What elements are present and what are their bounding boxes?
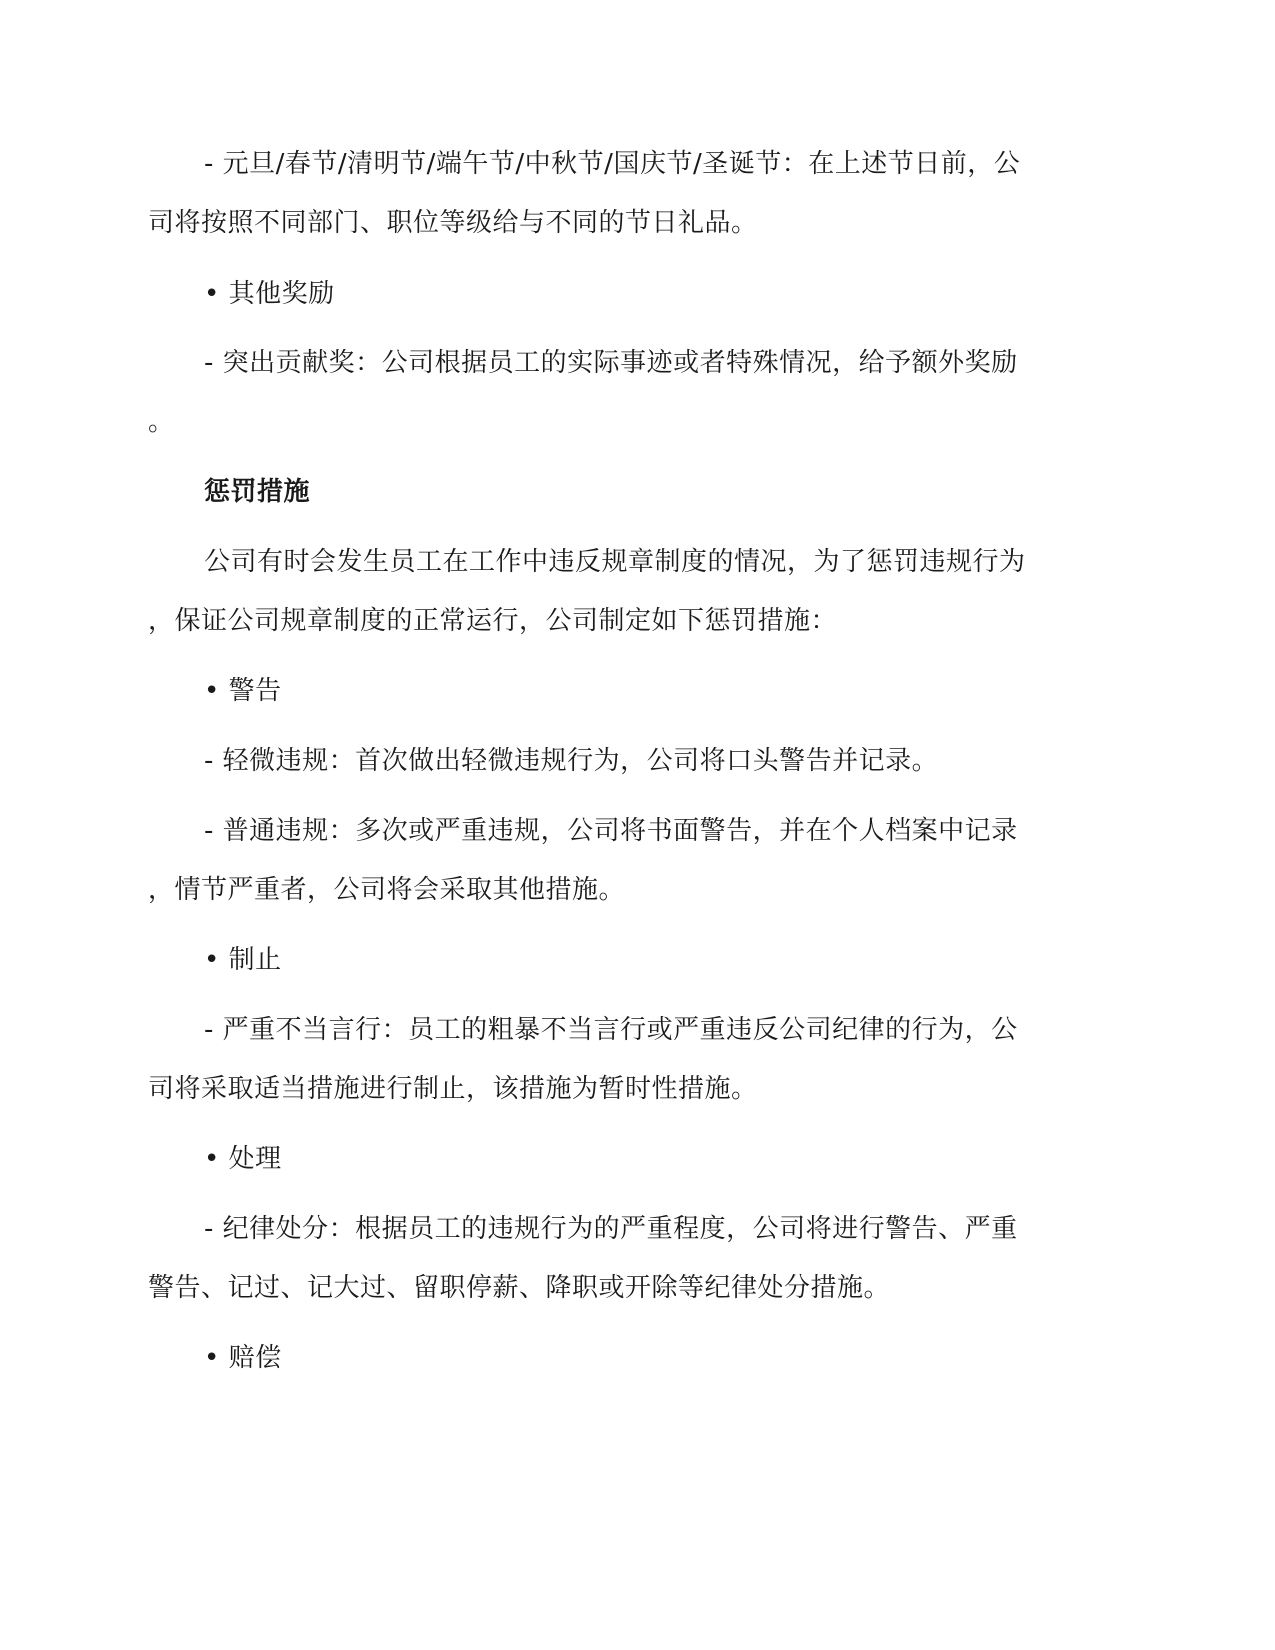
text-line: • 制止 — [204, 945, 282, 975]
other-rewards-bullet — [148, 265, 1118, 324]
serious-misconduct-paragraph — [148, 1001, 1118, 1119]
outstanding-contribution-paragraph — [148, 334, 1118, 452]
section-heading — [148, 463, 1118, 522]
text-line: 公司有时会发生员工在工作中违反规章制度的情况，为了惩罚违规行为 — [204, 547, 1026, 577]
holiday-gifts-paragraph — [148, 135, 1118, 253]
compensation-bullet — [148, 1329, 1118, 1388]
warning-bullet — [148, 662, 1118, 721]
text-line: - 纪律处分：根据员工的违规行为的严重程度，公司将进行警告、严重 — [204, 1214, 1018, 1244]
text-line: - 普通违规：多次或严重违规，公司将书面警告，并在个人档案中记录 — [204, 816, 1018, 846]
text-line: - 突出贡献奖：公司根据员工的实际事迹或者特殊情况，给予额外奖励 — [204, 348, 1018, 378]
text-line: - 严重不当言行：员工的粗暴不当言行或严重违反公司纪律的行为，公 — [204, 1015, 1018, 1045]
text-line: - 轻微违规：首次做出轻微违规行为，公司将口头警告并记录。 — [204, 746, 939, 776]
stop-bullet — [148, 931, 1118, 990]
text-line: 警告、记过、记大过、留职停薪、降职或开除等纪律处分措施。 — [148, 1273, 891, 1303]
text-line: • 警告 — [204, 676, 282, 706]
text-line: • 赔偿 — [204, 1343, 282, 1373]
text-line: 司将采取适当措施进行制止，该措施为暂时性措施。 — [148, 1074, 758, 1104]
heading-text: 惩罚措施 — [204, 477, 311, 507]
ordinary-violation-paragraph — [148, 802, 1118, 920]
text-line: ，保证公司规章制度的正常运行，公司制定如下惩罚措施： — [148, 606, 838, 636]
text-line: • 其他奖励 — [204, 279, 335, 309]
minor-violation-paragraph — [148, 732, 1118, 791]
disciplinary-action-paragraph — [148, 1200, 1118, 1318]
handling-bullet — [148, 1130, 1118, 1189]
text-line: 司将按照不同部门、职位等级给与不同的节日礼品。 — [148, 208, 758, 238]
text-line: - 元旦/春节/清明节/端午节/中秋节/国庆节/圣诞节：在上述节日前，公 — [204, 149, 1021, 179]
text-line: ，情节严重者，公司将会采取其他措施。 — [148, 875, 626, 905]
text-line: • 处理 — [204, 1144, 282, 1174]
text-line: 。 — [148, 407, 175, 437]
punishment-intro-paragraph — [148, 533, 1118, 651]
